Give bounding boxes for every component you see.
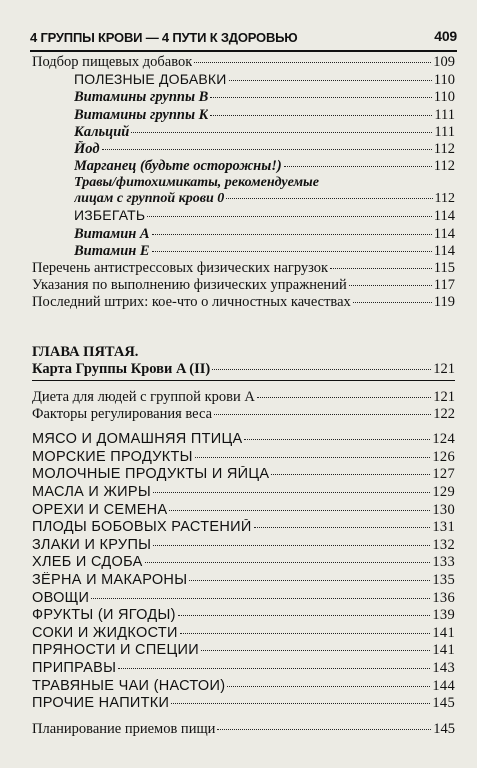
toc-entry-page: 112 [434, 191, 455, 207]
chapter-title-entry [32, 361, 455, 381]
toc-entry-title: Витамины группы K [74, 106, 209, 123]
food-group-page: 136 [432, 589, 455, 606]
food-group-page: 144 [432, 677, 455, 694]
dot-leader [153, 545, 430, 546]
food-group-page: 141 [432, 624, 455, 641]
food-group-title: ФРУКТЫ (И ЯГОДЫ) [32, 607, 176, 624]
toc-entry [32, 141, 455, 158]
food-group-page: 129 [432, 484, 455, 501]
dot-leader [349, 285, 432, 286]
toc-entry-title: Подбор пищевых добавок [32, 54, 193, 70]
dot-leader [330, 268, 432, 269]
food-group-entry [32, 572, 455, 590]
food-group-entry [32, 466, 455, 484]
toc-entry-title: Последний штрих: кое-что о личностных качествах [32, 294, 351, 311]
chapter-label: ГЛАВА ПЯТАЯ. [32, 343, 139, 360]
dot-leader [153, 492, 430, 493]
food-group-entry [32, 502, 455, 520]
dot-leader [131, 132, 432, 133]
food-group-title: МАСЛА И ЖИРЫ [32, 484, 152, 501]
toc-entry-title: Марганец (будьте осторожны!) [74, 158, 282, 175]
toc-entry-page: 117 [433, 277, 455, 294]
dot-leader [178, 615, 431, 616]
toc-entry-page: 121 [433, 388, 455, 405]
toc-entry [32, 260, 455, 277]
toc-entry [32, 124, 455, 141]
food-group-entry [32, 431, 455, 449]
toc-entry-page: 114 [433, 208, 455, 225]
food-group-title: МОРСКИЕ ПРОДУКТЫ [32, 448, 193, 465]
food-group-title: МОЛОЧНЫЕ ПРОДУКТЫ И ЯЙЦА [32, 466, 270, 483]
dot-leader [257, 397, 431, 398]
food-group-page: 133 [432, 554, 455, 571]
toc-entry-page: 112 [433, 158, 455, 175]
food-group-title: ПРЯНОСТИ И СПЕЦИИ [32, 642, 199, 659]
food-group-title: ПРИПРАВЫ [32, 659, 117, 676]
dot-leader [212, 369, 431, 370]
toc-entry [32, 243, 455, 260]
dot-leader [91, 598, 430, 599]
food-group-title: ОВОЩИ [32, 589, 90, 606]
food-group-title: ТРАВЯНЫЕ ЧАИ (НАСТОИ) [32, 677, 226, 694]
food-group-title: ОРЕХИ И СЕМЕНА [32, 501, 168, 518]
toc-entry-title: Перечень антистрессовых физических нагрузок [32, 260, 329, 277]
toc-entry-page: 114 [433, 225, 455, 242]
food-group-entry [32, 537, 455, 555]
food-group-entry [32, 642, 455, 660]
toc-entry-page: 114 [433, 242, 455, 259]
food-group-page: 143 [432, 659, 455, 676]
toc-entry [32, 89, 455, 106]
toc-entry-title: Витамин A [74, 225, 150, 242]
toc-entry-title-line1: Травы/фитохимикаты, рекомендуемые [74, 175, 319, 191]
toc-entry-title: Планирование приемов пищи [32, 720, 216, 737]
toc-entry [32, 207, 455, 225]
food-group-page: 139 [432, 607, 455, 624]
running-title: 4 ГРУППЫ КРОВИ — 4 ПУТИ К ЗДОРОВЬЮ [30, 30, 298, 45]
toc-entry [32, 158, 455, 175]
food-group-list [32, 431, 455, 713]
food-group-entry [32, 678, 455, 696]
food-group-title: ХЛЕБ И СДОБА [32, 554, 143, 571]
toc-entry-page: 111 [434, 123, 455, 140]
toc-entry-title: Витамин E [74, 242, 150, 259]
toc-entry-title-line2: лицам с группой крови 0 [74, 191, 225, 207]
toc-entry [32, 389, 455, 406]
food-group-entry [32, 519, 455, 537]
toc-entry-page: 122 [433, 406, 455, 423]
toc-entry-title: Диета для людей с группой крови A [32, 388, 255, 405]
toc-entry [32, 721, 455, 738]
food-group-title: ЗЛАКИ И КРУПЫ [32, 536, 152, 553]
toc-entry-title: ИЗБЕГАТЬ [74, 207, 146, 224]
food-group-page: 131 [432, 519, 455, 536]
dot-leader [210, 97, 431, 98]
dot-leader [171, 703, 430, 704]
toc-entry-page: 119 [433, 294, 455, 311]
dot-leader [229, 80, 432, 81]
food-group-page: 145 [432, 695, 455, 712]
food-group-entry [32, 590, 455, 608]
toc-entry [32, 107, 455, 124]
toc-entry-page: 145 [433, 720, 455, 737]
toc-entry-title: Указания по выполнению физических упражнений [32, 277, 347, 294]
toc-entry-page: 111 [434, 106, 455, 123]
food-group-entry [32, 554, 455, 572]
food-group-entry [32, 607, 455, 625]
dot-leader [353, 302, 432, 303]
toc-entry-page: 115 [433, 260, 455, 277]
toc-entry-title: Факторы регулирования веса [32, 406, 213, 423]
chapter-page: 121 [433, 360, 455, 377]
food-group-page: 127 [432, 466, 455, 483]
toc-entry-page: 110 [433, 89, 455, 106]
toc-entry-page: 110 [433, 72, 455, 89]
page-header [30, 28, 457, 52]
dot-leader [152, 251, 432, 252]
food-group-entry [32, 625, 455, 643]
toc-entry [32, 71, 455, 89]
dot-leader [254, 527, 431, 528]
food-group-page: 132 [432, 536, 455, 553]
dot-leader [226, 198, 432, 199]
toc-entry [32, 406, 455, 423]
food-group-page: 130 [432, 501, 455, 518]
toc-entry [32, 175, 455, 207]
toc-entry [32, 294, 455, 311]
dot-leader [284, 166, 432, 167]
toc-entry [32, 226, 455, 243]
chapter-title: Карта Группы Крови A (II) [32, 360, 211, 377]
dot-leader [189, 580, 430, 581]
dot-leader [244, 439, 430, 440]
dot-leader [102, 149, 432, 150]
food-group-page: 126 [432, 448, 455, 465]
toc-entry-page: 112 [433, 141, 455, 158]
dot-leader [195, 457, 431, 458]
toc-entry-page: 109 [433, 54, 455, 70]
dot-leader [271, 474, 430, 475]
food-group-title: ПРОЧИЕ НАПИТКИ [32, 695, 170, 712]
toc-entry [32, 54, 455, 71]
page-number: 409 [434, 28, 457, 44]
dot-leader [210, 115, 432, 116]
dot-leader [145, 562, 431, 563]
food-group-entry [32, 695, 455, 713]
dot-leader [227, 686, 430, 687]
dot-leader [201, 650, 430, 651]
dot-leader [152, 234, 432, 235]
food-group-page: 124 [432, 431, 455, 448]
dot-leader [118, 668, 430, 669]
table-of-contents [32, 54, 455, 738]
dot-leader [217, 729, 431, 730]
food-group-title: ПЛОДЫ БОБОВЫХ РАСТЕНИЙ [32, 519, 252, 536]
food-group-page: 135 [432, 572, 455, 588]
food-group-entry [32, 484, 455, 502]
food-group-title: ЗЁРНА И МАКАРОНЫ [32, 572, 188, 588]
food-group-title: СОКИ И ЖИДКОСТИ [32, 624, 178, 641]
toc-entry-title: Витамины группы B [74, 89, 209, 106]
dot-leader [194, 62, 431, 63]
dot-leader [214, 414, 431, 415]
dot-leader [147, 216, 432, 217]
toc-entry-title: Кальций [74, 123, 130, 140]
food-group-entry [32, 660, 455, 678]
toc-entry [32, 277, 455, 294]
dot-leader [180, 633, 431, 634]
toc-entry-title: ПОЛЕЗНЫЕ ДОБАВКИ [74, 71, 227, 88]
toc-entry-title: Йод [74, 141, 100, 158]
food-group-title: МЯСО И ДОМАШНЯЯ ПТИЦА [32, 431, 243, 448]
food-group-page: 141 [432, 642, 455, 659]
dot-leader [169, 510, 430, 511]
food-group-entry [32, 449, 455, 467]
